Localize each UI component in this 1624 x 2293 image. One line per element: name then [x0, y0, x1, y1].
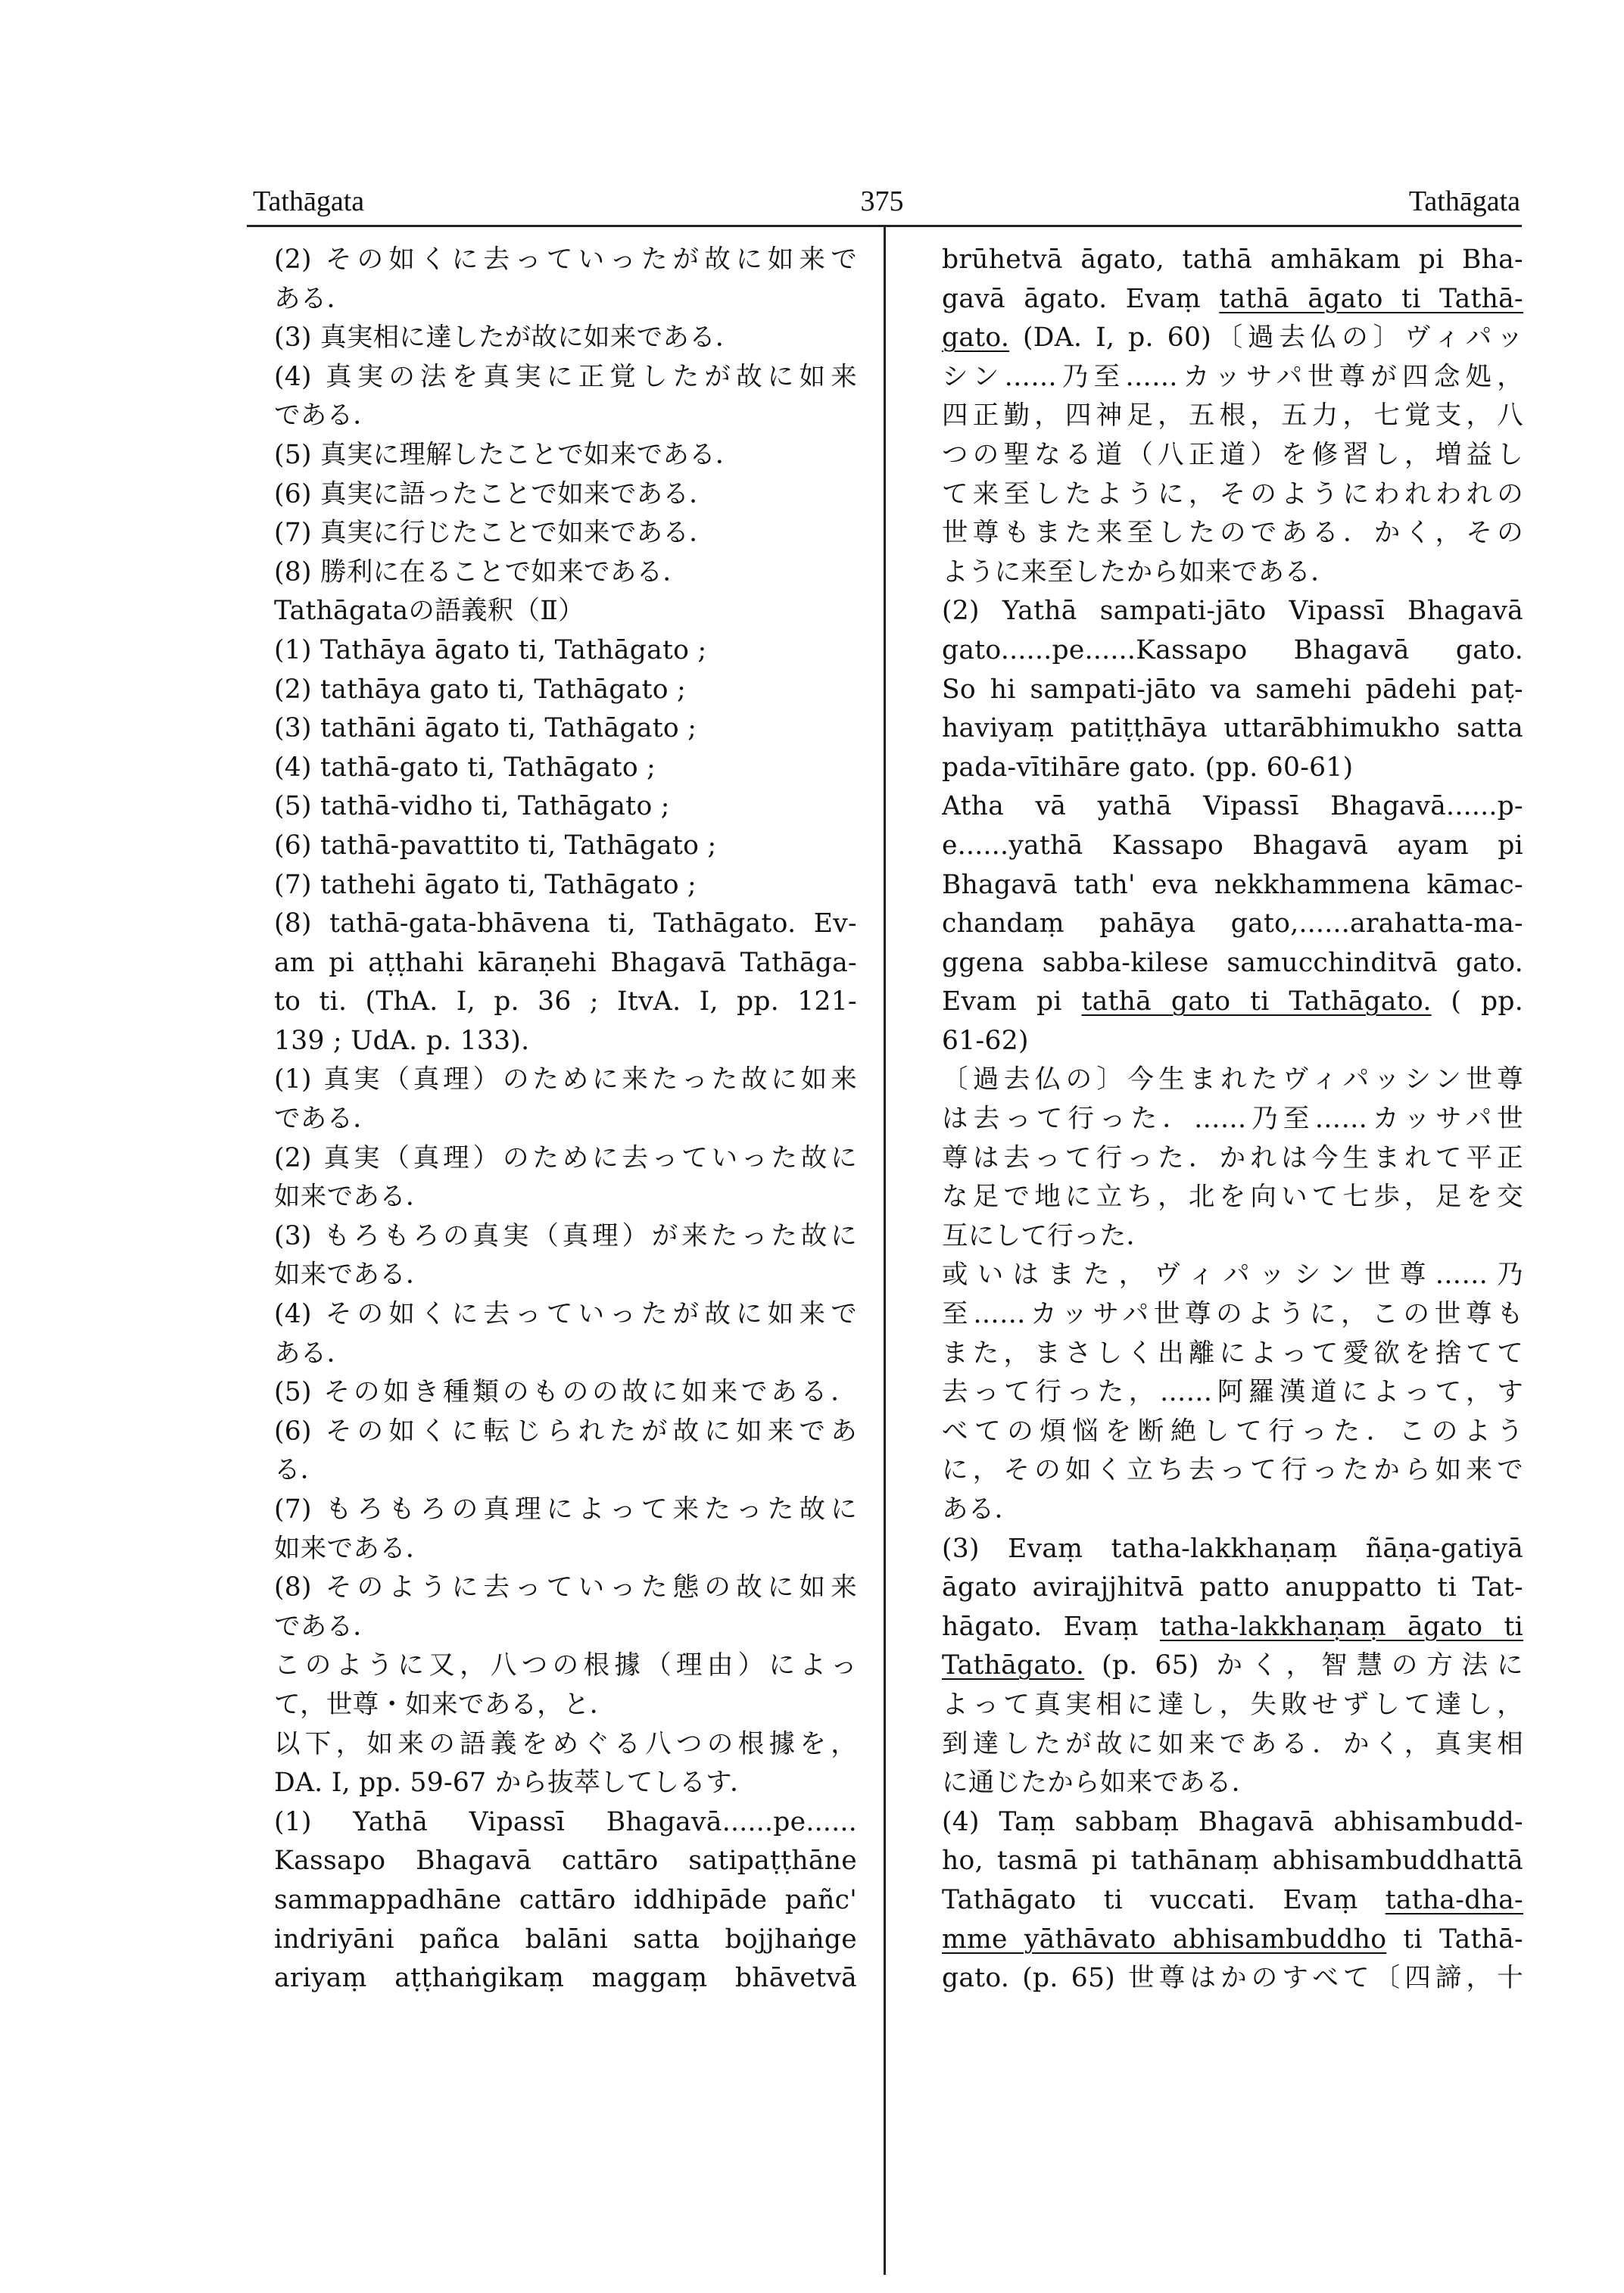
- text-line: [274, 1764, 857, 1803]
- text-line: [274, 749, 857, 788]
- text-line: [942, 475, 1523, 515]
- text-line: [274, 1491, 857, 1530]
- text-line: [942, 1881, 1523, 1921]
- line-text: Tathāgataの語義釈（Ⅱ）: [274, 596, 584, 627]
- page-number: 375: [860, 185, 904, 217]
- line-text: Bhagavā tath' eva nekkhammena kāmac-: [942, 869, 1523, 900]
- line-text: haviyaṃ patiṭṭhāya uttarābhimukho satta: [942, 713, 1523, 744]
- line-text: sammappadhāne cattāro iddhipāde pañc': [274, 1884, 857, 1915]
- line-text: e......yathā Kassapo Bhagavā ayam pi: [942, 830, 1523, 861]
- text-line: [274, 358, 857, 397]
- text-line: [942, 1686, 1523, 1725]
- text-line: [274, 1295, 857, 1335]
- line-text: (7) 真実に行じたことで如来である．: [274, 518, 716, 549]
- line-text: indriyāni pañca balāni satta bojjhaṅge: [274, 1924, 857, 1955]
- line-text: (3) Evaṃ tatha-lakkhaṇaṃ ñāṇa-gatiyā: [942, 1533, 1523, 1564]
- line-text: Evam pi: [942, 986, 1062, 1017]
- text-line: [274, 709, 857, 749]
- text-line: [942, 866, 1523, 905]
- underlined-text: tathā gato ti Tathāgato.: [1081, 986, 1432, 1017]
- text-line: [274, 983, 857, 1022]
- line-text: (3) tathāni āgato ti, Tathāgato ;: [274, 713, 697, 744]
- line-text: (5) tathā-vidho ti, Tathāgato ;: [274, 791, 670, 822]
- line-text: (1) Tathāya āgato ti, Tathāgato ;: [274, 634, 707, 665]
- line-text: つの聖なる道（八正道）を修習し，増益し: [942, 439, 1523, 470]
- line-text: (6) tathā-pavattito ti, Tathāgato ;: [274, 830, 717, 861]
- line-text: また，まさしく出離によって愛欲を捨てて: [942, 1338, 1523, 1369]
- text-line: [274, 436, 857, 475]
- text-line: [274, 1178, 857, 1217]
- text-line: [274, 1451, 857, 1491]
- line-text: (7) tathehi āgato ti, Tathāgato ;: [274, 869, 697, 900]
- line-text: (2) その如くに去っていったが故に如来で: [274, 245, 857, 275]
- text-line: [274, 827, 857, 866]
- text-line: [274, 1335, 857, 1374]
- line-text: る．: [274, 1455, 327, 1486]
- text-line: [942, 1530, 1523, 1569]
- line-text: DA. I, pp. 59-67 から抜萃してしるす．: [274, 1768, 756, 1799]
- text-line: [942, 1256, 1523, 1295]
- line-text: (2) Yathā sampati-jāto Vipassī Bhagavā: [942, 596, 1523, 627]
- line-text: 139 ; UdA. p. 133).: [274, 1025, 530, 1056]
- underlined-text: mme yāthāvato abhisambuddho: [942, 1924, 1387, 1955]
- text-line: [942, 1178, 1523, 1217]
- text-line: [942, 1335, 1523, 1374]
- text-line: [274, 280, 857, 319]
- line-text: brūhetvā āgato, tathā amhākam pi Bha-: [942, 245, 1523, 275]
- line-text: ggena sabba-kilese samucchinditvā gato.: [942, 947, 1523, 978]
- text-line: [274, 1413, 857, 1452]
- text-line: [942, 1100, 1523, 1139]
- text-line: [942, 1491, 1523, 1530]
- text-line: [942, 592, 1523, 631]
- line-text: gato......pe......Kassapo Bhagavā gato.: [942, 634, 1523, 665]
- line-text: (p. 65) かく，智慧の方法に: [1102, 1650, 1523, 1681]
- text-line: [274, 1100, 857, 1139]
- text-line: [274, 319, 857, 358]
- underlined-text: tatha-lakkhaṇaṃ āgato ti: [1159, 1611, 1523, 1642]
- line-text: 〔過去仏の〕今生まれたヴィパッシン世尊: [942, 1064, 1523, 1095]
- line-text: pada-vītihāre gato. (pp. 60-61): [942, 752, 1354, 783]
- line-text: 四正勤，四神足，五根，五力，七覚支，八: [942, 400, 1523, 431]
- line-text: 到達したが故に如来である．かく，真実相: [942, 1728, 1523, 1759]
- line-text: (4) その如くに去っていったが故に如来で: [274, 1299, 857, 1330]
- text-line: [942, 1451, 1523, 1491]
- text-line: [274, 1256, 857, 1295]
- line-text: āgato avirajjhitvā patto anuppatto ti Tat-: [942, 1572, 1523, 1603]
- text-line: [942, 514, 1523, 553]
- line-text: 以下，如来の語義をめぐる八つの根據を，: [274, 1728, 857, 1759]
- text-line: [274, 1959, 857, 1999]
- text-line: [942, 1413, 1523, 1452]
- text-line: [942, 1959, 1523, 1999]
- line-text: シン……乃至……カッサパ世尊が四念処，: [942, 361, 1523, 392]
- running-header: [242, 184, 1522, 219]
- line-text-tail: ( pp.: [1451, 986, 1523, 1017]
- line-text: (1) Yathā Vipassī Bhagavā......pe......: [274, 1806, 857, 1837]
- line-text: ある．: [942, 1494, 1021, 1525]
- header-left-title: Tathāgata: [253, 185, 365, 217]
- text-line: [942, 671, 1523, 710]
- text-line: [274, 1061, 857, 1100]
- text-line: [942, 1373, 1523, 1413]
- text-line: [942, 553, 1523, 593]
- line-text: So hi sampati-jāto va samehi pādehi paṭ-: [942, 674, 1523, 705]
- text-line: [274, 1686, 857, 1725]
- text-line: [942, 1803, 1523, 1843]
- line-text: 至……カッサパ世尊のように，この世尊も: [942, 1299, 1523, 1330]
- line-text: べての煩悩を断絶して行った．このよう: [942, 1416, 1523, 1447]
- line-text: このように又，八つの根據（理由）によっ: [274, 1650, 857, 1681]
- text-line: [274, 1530, 857, 1569]
- text-line: [274, 1881, 857, 1921]
- line-text: て来至したように，そのようにわれわれの: [942, 478, 1523, 509]
- underlined-text: Tathāgato.: [942, 1650, 1085, 1681]
- text-line: [274, 1842, 857, 1881]
- text-line: [274, 514, 857, 553]
- text-line: [942, 319, 1523, 358]
- text-line: [274, 397, 857, 436]
- line-text: ho, tasmā pi tathānaṃ abhisambuddhattā: [942, 1846, 1523, 1877]
- line-text: ある．: [274, 1338, 354, 1369]
- underlined-text: gato.: [942, 322, 1010, 354]
- line-text: (8) そのように去っていった態の故に如来: [274, 1572, 857, 1603]
- line-text: gato. (p. 65) 世尊はかのすべて〔四諦，十: [942, 1963, 1523, 1994]
- line-text: Tathāgato ti vuccati. Evaṃ: [942, 1884, 1358, 1915]
- line-text: hāgato. Evaṃ: [942, 1611, 1139, 1642]
- left-column: [274, 241, 857, 1999]
- column-divider: [884, 227, 886, 2275]
- line-text: 如来である．: [274, 1182, 432, 1213]
- right-column: [942, 241, 1523, 1999]
- line-text: (4) Taṃ sabbaṃ Bhagavā abhisambudd-: [942, 1806, 1523, 1837]
- text-line: [274, 1921, 857, 1960]
- line-text: chandaṃ pahāya gato,......arahatta-ma-: [942, 908, 1523, 939]
- line-text: 互にして行った．: [942, 1220, 1153, 1251]
- underlined-text: tathā āgato ti Tathā-: [1219, 283, 1523, 314]
- line-text: (5) その如き種類のものの故に如来である．: [274, 1377, 857, 1408]
- line-text: am pi aṭṭhahi kāraṇehi Bhagavā Tathāga-: [274, 947, 857, 978]
- line-text: 如来である．: [274, 1260, 432, 1291]
- text-line: [274, 553, 857, 593]
- text-line: [274, 1139, 857, 1179]
- text-line: [274, 1569, 857, 1608]
- text-line: [942, 397, 1523, 436]
- line-text: である．: [274, 1104, 380, 1135]
- line-text: 如来である．: [274, 1533, 432, 1564]
- line-text: (DA. I, p. 60)〔過去仏の〕ヴィパッ: [1023, 322, 1523, 354]
- line-text: ti Tathā-: [1403, 1924, 1523, 1955]
- text-line: [942, 827, 1523, 866]
- line-text: (5) 真実に理解したことで如来である．: [274, 439, 742, 470]
- line-text: (8) tathā-gata-bhāvena ti, Tathāgato. Ev-: [274, 908, 857, 939]
- text-line: [942, 1295, 1523, 1335]
- line-text: (7) もろもろの真理によって来たった故に: [274, 1494, 857, 1525]
- line-text: な足で地に立ち，北を向いて七歩，足を交: [942, 1182, 1523, 1213]
- line-text: (2) 真実（真理）のために去っていった故に: [274, 1142, 857, 1173]
- line-text: は去って行った．……乃至……カッサパ世: [942, 1104, 1523, 1135]
- text-line: [942, 1608, 1523, 1647]
- line-text: ある．: [274, 283, 354, 314]
- line-text: 或いはまた，ヴィパッシン世尊……乃: [942, 1260, 1523, 1291]
- line-text: (6) 真実に語ったことで如来である．: [274, 478, 716, 509]
- line-text: ariyaṃ aṭṭhaṅgikaṃ maggaṃ bhāvetvā: [274, 1963, 857, 1994]
- line-text: (6) その如くに転じられたが故に如来であ: [274, 1416, 857, 1447]
- line-text: である．: [274, 1611, 380, 1642]
- header-right-title: Tathāgata: [1408, 185, 1520, 217]
- line-text: (3) もろもろの真実（真理）が来たった故に: [274, 1220, 857, 1251]
- line-text: 去って行った，……阿羅漢道によって，す: [942, 1377, 1523, 1408]
- underlined-text: tatha-dha-: [1385, 1884, 1523, 1915]
- text-line: [274, 1608, 857, 1647]
- line-text: (2) tathāya gato ti, Tathāgato ;: [274, 674, 687, 705]
- line-text: 世尊もまた来至したのである．かく，その: [942, 518, 1523, 549]
- text-line: [942, 905, 1523, 944]
- text-line: [942, 1842, 1523, 1881]
- text-line: [942, 1921, 1523, 1960]
- text-line: [942, 1061, 1523, 1100]
- text-line: [942, 1139, 1523, 1179]
- text-line: [942, 1569, 1523, 1608]
- text-line: [942, 749, 1523, 788]
- text-line: [942, 280, 1523, 319]
- text-line: [274, 1725, 857, 1765]
- line-text: Kassapo Bhagavā cattāro satipaṭṭhāne: [274, 1846, 857, 1877]
- line-text: に通じたから如来である．: [942, 1768, 1258, 1799]
- line-text: (4) tathā-gato ti, Tathāgato ;: [274, 752, 656, 783]
- line-text: (1) 真実（真理）のために来たった故に如来: [274, 1064, 857, 1095]
- text-line: [942, 358, 1523, 397]
- line-text: (8) 勝利に在ることで如来である．: [274, 556, 690, 587]
- text-line: [274, 1803, 857, 1843]
- line-text: て，世尊・如来である，と．: [274, 1689, 616, 1720]
- text-line: [942, 241, 1523, 280]
- line-text: である．: [274, 400, 380, 431]
- text-line: [942, 944, 1523, 983]
- text-line: [942, 436, 1523, 475]
- text-line: [942, 709, 1523, 749]
- line-text: gavā āgato. Evaṃ: [942, 283, 1201, 314]
- line-text: に，その如く立ち去って行ったから如来で: [942, 1455, 1523, 1486]
- text-line: [274, 475, 857, 515]
- text-line: [274, 1647, 857, 1686]
- text-line: [274, 631, 857, 671]
- text-line: [274, 1022, 857, 1061]
- text-line: [274, 241, 857, 280]
- text-line: [274, 671, 857, 710]
- line-text: ように来至したから如来である．: [942, 556, 1337, 587]
- line-text: (4) 真実の法を真実に正覚したが故に如来: [274, 361, 857, 392]
- text-line: [274, 944, 857, 983]
- text-line: [274, 905, 857, 944]
- text-line: [942, 787, 1523, 827]
- line-text: to ti. (ThA. I, p. 36 ; ItvA. I, pp. 121-: [274, 986, 857, 1017]
- text-line: [942, 1647, 1523, 1686]
- text-line: [274, 592, 857, 631]
- line-text: 尊は去って行った．かれは今生まれて平正: [942, 1142, 1523, 1173]
- line-text: Atha vā yathā Vipassī Bhagavā......p-: [942, 791, 1523, 822]
- text-line: [942, 983, 1523, 1022]
- text-line: [274, 1373, 857, 1413]
- text-line: [942, 1725, 1523, 1765]
- text-line: [942, 1217, 1523, 1257]
- text-line: [942, 631, 1523, 671]
- text-line: [942, 1764, 1523, 1803]
- line-text: (3) 真実相に達したが故に如来である．: [274, 322, 742, 354]
- text-line: [942, 1022, 1523, 1061]
- line-text: よって真実相に達し，失敗せずして達し，: [942, 1689, 1523, 1720]
- line-text: 61-62): [942, 1025, 1029, 1056]
- text-line: [274, 1217, 857, 1257]
- text-line: [274, 787, 857, 827]
- text-line: [274, 866, 857, 905]
